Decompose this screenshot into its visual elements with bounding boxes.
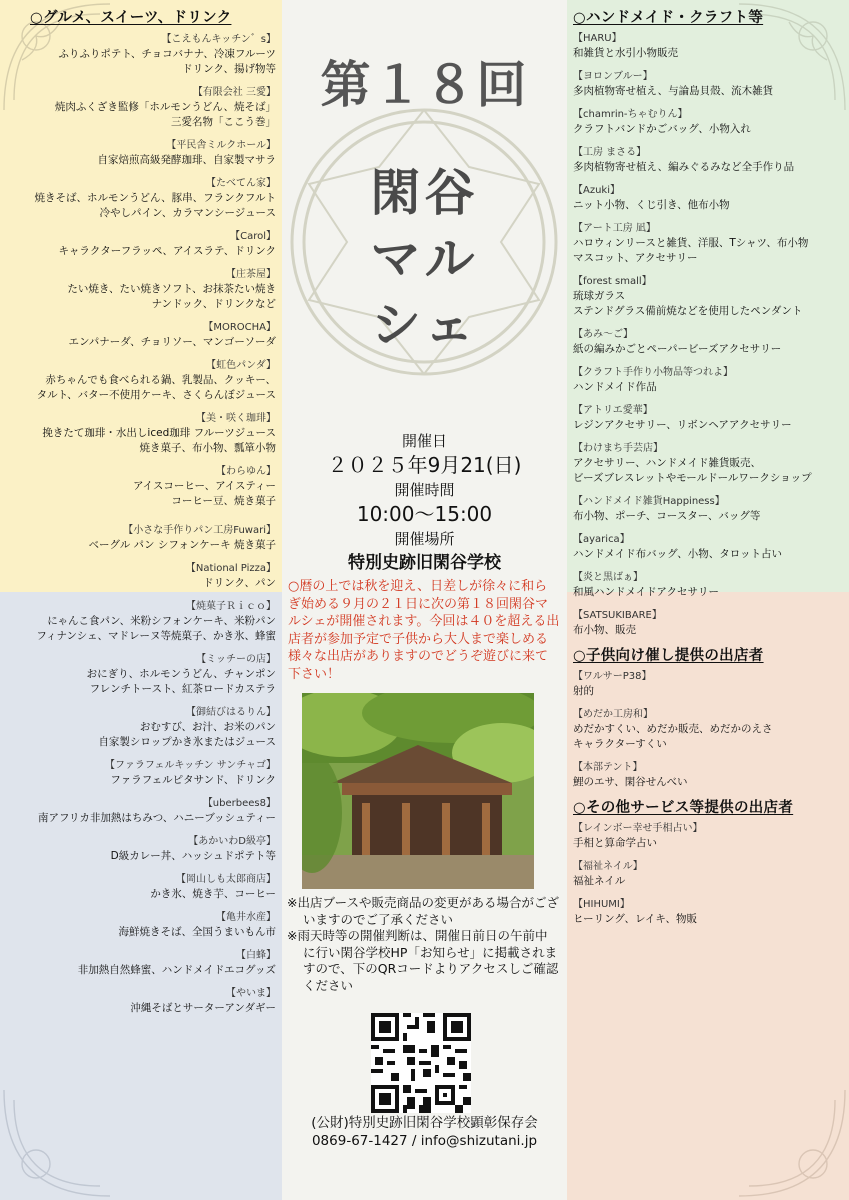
vendor-name: 【わらゆん】 <box>216 466 276 477</box>
vendor-item <box>8 176 276 221</box>
vendor-name: 【MOROCHA】 <box>203 322 276 333</box>
vendor-item <box>573 274 841 319</box>
vendor-name: 【小さな手作りパン工房Fuwari】 <box>123 525 276 536</box>
vendor-name: 【ワルサーP38】 <box>573 671 652 682</box>
vendor-name: 【福祉ネイル】 <box>573 861 643 872</box>
vendor-item <box>573 859 841 889</box>
vendor-name: 【レインボー幸せ手相占い】 <box>573 823 703 834</box>
event-title <box>282 160 567 358</box>
vendor-name: 【forest small】 <box>573 276 652 287</box>
corner-ornament-icon <box>729 1080 849 1200</box>
vendor-products: キャラクターフラッペ、アイスラテ、ドリンク <box>58 245 276 257</box>
vendor-products: にゃんこ食パン、米粉シフォンケーキ、米粉パン フィナンシェ、マドレーヌ等焼菓子、かき氷、蜂蜜 <box>36 615 276 642</box>
vendor-item <box>8 267 276 312</box>
event-title-line-3: シェ <box>371 296 478 354</box>
vendor-name: 【ミッチーの店】 <box>196 654 276 665</box>
vendor-products: 手相と算命学占い <box>573 837 657 849</box>
vendor-products: クラフトバンドかごバッグ、小物入れ <box>573 123 751 135</box>
date-label: 開催日 <box>401 432 447 450</box>
vendor-item <box>573 669 841 699</box>
vendor-name: 【岡山しも太郎商店】 <box>176 874 276 885</box>
vendor-name: 【あかいわD級亭】 <box>188 836 276 847</box>
vendor-products: めだかすくい、めだか販売、めだかのえさ キャラクターすくい <box>573 723 773 750</box>
vendor-products: 南アフリカ非加熱はちみつ、ハニーブッシュティー <box>37 812 276 824</box>
vendor-name: 【HIHUMI】 <box>573 899 630 910</box>
vendor-products: 多肉植物寄せ植え、与論島貝殻、流木雑貨 <box>573 85 774 97</box>
vendor-item <box>573 821 841 851</box>
vendor-item <box>573 365 841 395</box>
vendor-products: 福祉ネイル <box>573 875 626 887</box>
vendor-products: 紙の編みかごとペーパービーズアクセサリー <box>573 343 782 355</box>
vendor-name: 【炎と黒ばぁ】 <box>573 572 643 583</box>
vendor-name: 【御結びはるりん】 <box>186 707 276 718</box>
section-heading-food: ○グルメ、スイーツ、ドリンク <box>30 10 232 26</box>
event-date: ２０２５年9月21(日) <box>327 453 522 477</box>
event-time: 10:00～15:00 <box>356 502 493 526</box>
vendor-name: 【SATSUKIBARE】 <box>573 610 662 621</box>
time-label: 開催時間 <box>394 481 455 499</box>
vendor-item <box>8 796 276 826</box>
vendor-item <box>8 599 276 644</box>
vendor-item <box>8 358 276 403</box>
vendor-products: 和風ハンドメイドアクセサリー <box>573 586 720 598</box>
vendor-products: 沖縄そばとサーターアンダギー <box>130 1002 276 1014</box>
intro-text: ○暦の上では秋を迎え、日差しが徐々に和らぎ始める９月の２１日に次の第１８回閑谷マルシェが開催されます。今回は４０を超える出店者が参加予定で子供から大人まで楽しめる様々な出店がありますのでどうぞ遊びに来て下さい！ <box>288 579 560 682</box>
vendor-products: 海鮮焼きそば、全国うまいもん市 <box>118 926 276 938</box>
vendor-products: 赤ちゃんでも食べられる鍋、乳製品、クッキー、 タルト、バター不使用ケーキ、さくらんぼジュース <box>36 374 276 401</box>
vendor-item <box>573 608 841 638</box>
vendor-products: 自家焙煎高級発酵珈琲、自家製マサラ <box>97 154 276 166</box>
vendor-item <box>573 760 841 790</box>
vendor-item <box>8 464 276 509</box>
vendor-name: 【有限会社 三愛】 <box>192 87 276 98</box>
vendor-products: おにぎり、ホルモンうどん、チャンポン フレンチトースト、紅茶ロードカステラ <box>86 668 276 695</box>
vendor-name: 【平民舎ミルクホール】 <box>166 140 276 151</box>
vendor-products: アイスコーヒー、アイスティー コーヒー豆、焼き菓子 <box>132 480 276 507</box>
craft-vendor-list <box>573 8 841 935</box>
vendor-products: エンパナーダ、チョリソー、マンゴーソーダ <box>68 336 276 348</box>
place-label: 開催場所 <box>394 530 455 548</box>
vendor-name: 【chamrin-ちゃむりん】 <box>573 109 688 120</box>
vendor-name: 【HARU】 <box>573 33 622 44</box>
vendor-products: 布小物、ポーチ、コースター、バッグ等 <box>573 510 761 522</box>
vendor-name: 【クラフト手作り小物品等つれよ】 <box>573 367 733 378</box>
vendor-name: 【あみ～ご】 <box>573 329 633 340</box>
vendor-item <box>8 32 276 77</box>
vendor-item <box>573 183 841 213</box>
vendor-item <box>8 758 276 788</box>
temple-photo <box>302 693 534 889</box>
vendor-name: 【Carol】 <box>230 231 276 242</box>
contact-info[interactable]: 0869-67-1427 / info@shizutani.jp <box>311 1133 538 1149</box>
vendor-products: ハロウィンリースと雑貨、洋服、Tシャツ、布小物 マスコット、アクセサリー <box>573 237 809 264</box>
vendor-item <box>573 327 841 357</box>
vendor-item <box>8 320 276 350</box>
vendor-products: たい焼き、たい焼きソフト、お抹茶たい焼き ナンドック、ドリンクなど <box>67 283 276 310</box>
event-title-line-1: 閑谷 <box>370 164 479 222</box>
vendor-item <box>573 31 841 61</box>
vendor-name: 【ハンドメイド雑貨Happiness】 <box>573 496 725 507</box>
vendor-name: 【たべてん家】 <box>206 178 276 189</box>
vendor-item <box>8 872 276 902</box>
vendor-products: ファラフェルピタサンド、ドリンク <box>110 774 276 786</box>
vendor-item <box>8 910 276 940</box>
vendor-name: 【庄茶屋】 <box>226 269 276 280</box>
qr-code-icon[interactable] <box>371 1013 471 1113</box>
notes <box>287 895 559 994</box>
vendor-name: 【ファラフェルキッチン サンチャゴ】 <box>105 760 276 771</box>
event-info <box>282 430 567 576</box>
vendor-products: ベーグル パン シフォンケーキ 焼き菓子 <box>88 539 276 551</box>
vendor-item <box>573 403 841 433</box>
vendor-products: D級カレー丼、ハッシュドポテト等 <box>110 850 276 862</box>
vendor-name: 【アート工房 凪】 <box>573 223 656 234</box>
section-heading-kids: ○子供向け催し提供の出店者 <box>573 648 764 664</box>
vendor-name: 【こえもんキッチン゛s】 <box>161 34 276 45</box>
vendor-products: レジンアクセサリー、リボンヘアアクセサリー <box>573 419 792 431</box>
note-2: ※雨天時等の開催判断は、開催日前日の午前中に行い閑谷学校HP「お知らせ」に掲載されますので、下のQRコードよりアクセスしご確認ください <box>287 928 559 993</box>
vendor-item <box>8 85 276 130</box>
vendor-name: 【亀井水産】 <box>216 912 276 923</box>
vendor-products: 多肉植物寄せ植え、編みぐるみなど全手作り品 <box>573 161 795 173</box>
vendor-name: 【わけまち手芸店】 <box>573 443 663 454</box>
vendor-name: 【Azuki】 <box>573 185 620 196</box>
vendor-item <box>573 897 841 927</box>
vendor-products: 射的 <box>573 685 594 697</box>
vendor-item <box>573 532 841 562</box>
vendor-products: 琉球ガラス ステンドグラス備前焼などを使用したペンダント <box>573 290 803 317</box>
vendor-item <box>8 986 276 1016</box>
vendor-name: 【虹色パンダ】 <box>206 360 276 371</box>
vendor-item <box>573 221 841 266</box>
vendor-products: 和雑貨と水引小物販売 <box>573 47 678 59</box>
vendor-products: 非加熱自然蜂蜜、ハンドメイドエコグッズ <box>77 964 276 976</box>
edition-title: 第１８回 <box>320 56 529 114</box>
footer <box>282 1114 567 1150</box>
vendor-products: ドリンク、パン <box>203 577 276 589</box>
vendor-name: 【ヨロンブルー】 <box>573 71 653 82</box>
vendor-products: ハンドメイド作品 <box>573 381 657 393</box>
vendor-item <box>8 138 276 168</box>
vendor-name: 【焼菓子Ｒｉｃｏ】 <box>186 601 276 612</box>
vendor-products: ふりふりポテト、チョコバナナ、冷凍フルーツ ドリンク、揚げ物等 <box>58 48 276 75</box>
event-title-line-2: マル <box>370 230 479 288</box>
vendor-name: 【アトリエ愛華】 <box>573 405 653 416</box>
vendor-name: 【ayarica】 <box>573 534 630 545</box>
section-heading-craft: ○ハンドメイド・クラフト等 <box>573 10 764 26</box>
vendor-products: 布小物、販売 <box>573 624 636 636</box>
vendor-name: 【めだか工房和】 <box>573 709 653 720</box>
vendor-item <box>8 705 276 750</box>
vendor-products: ハンドメイド布バッグ、小物、タロット占い <box>573 548 783 560</box>
vendor-item <box>573 69 841 99</box>
vendor-products: 鯉のエサ、閑谷せんべい <box>573 776 688 788</box>
vendor-item <box>8 561 276 591</box>
vendor-item <box>573 107 841 137</box>
corner-ornament-icon <box>0 1080 120 1200</box>
vendor-item <box>8 948 276 978</box>
vendor-products: 焼きそば、ホルモンうどん、豚串、フランクフルト 冷やしパイン、カラマンシージュース <box>34 192 276 219</box>
vendor-item <box>8 834 276 864</box>
vendor-name: 【やいま】 <box>226 988 276 999</box>
vendor-item <box>573 145 841 175</box>
vendor-item <box>573 494 841 524</box>
vendor-products: 挽きたて珈琲・水出しiced珈琲 フルーツジュース 焼き菓子、布小物、瓢箪小物 <box>42 427 276 454</box>
vendor-name: 【工房 まさる】 <box>573 147 647 158</box>
vendor-products: かき氷、焼き芋、コーヒー <box>150 888 276 900</box>
vendor-item <box>573 441 841 486</box>
vendor-products: アクセサリー、ハンドメイド雑貨販売、 ビーズブレスレットやモールドールワークショップ <box>573 457 812 484</box>
vendor-item <box>573 570 841 600</box>
vendor-name: 【美・咲く珈琲】 <box>196 413 276 424</box>
vendor-name: 【uberbees8】 <box>202 798 276 809</box>
vendor-name: 【本部テント】 <box>573 762 643 773</box>
vendor-products: ヒーリング、レイキ、物販 <box>573 913 698 925</box>
vendor-item <box>8 411 276 456</box>
vendor-products: おむすび、お汁、お米のパン 自家製シロップかき氷またはジュース <box>98 721 276 748</box>
vendor-products: 焼肉ふくざき監修「ホルモンうどん、焼そば」 三愛名物「ここう巻」 <box>54 101 276 128</box>
vendor-name: 【National Pizza】 <box>185 563 276 574</box>
vendor-item <box>8 652 276 697</box>
vendor-item <box>8 229 276 259</box>
vendor-item <box>573 707 841 752</box>
vendor-products: ニット小物、くじ引き、他布小物 <box>573 199 730 211</box>
vendor-name: 【白蜂】 <box>236 950 276 961</box>
organizer: (公財)特別史跡旧閑谷学校顕彰保存会 <box>311 1115 538 1131</box>
note-1: ※出店ブースや販売商品の変更がある場合がございますのでご了承ください <box>287 895 559 927</box>
section-heading-services: ○その他サービス等提供の出店者 <box>573 800 794 816</box>
food-vendor-list <box>8 8 276 1024</box>
event-place: 特別史跡旧閑谷学校 <box>348 553 501 573</box>
vendor-item <box>8 523 276 553</box>
